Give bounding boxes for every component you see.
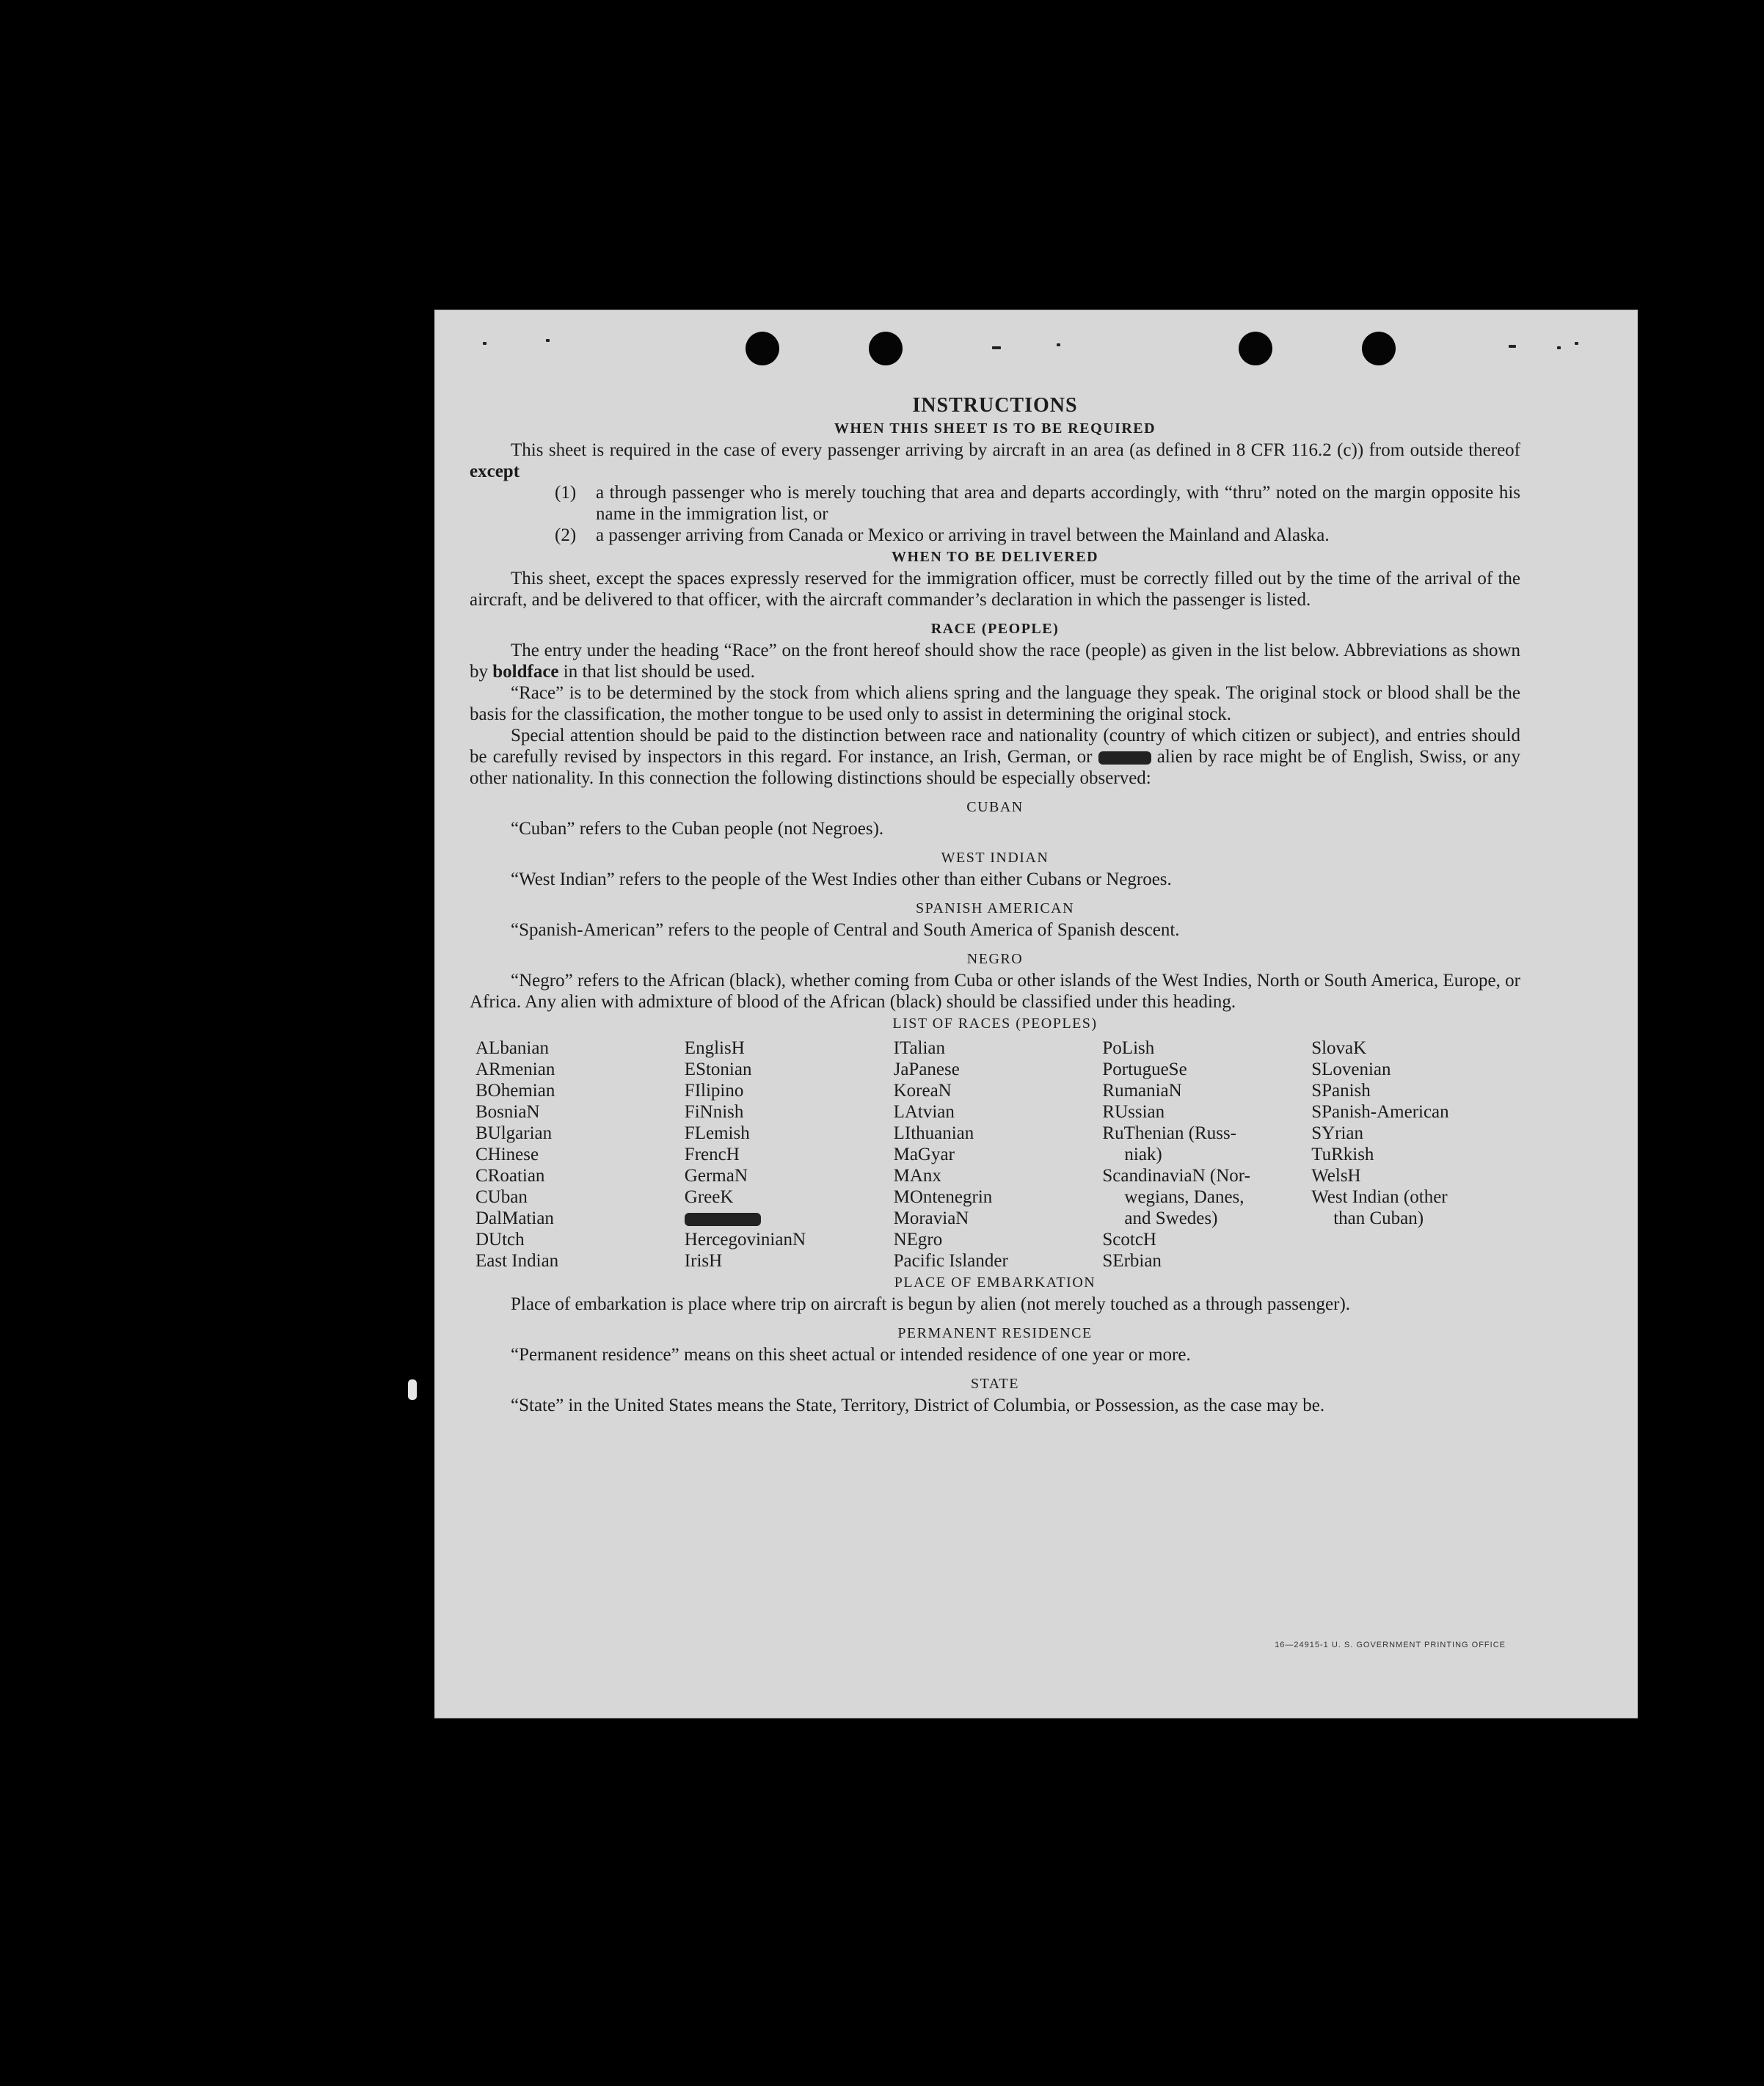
punch-hole [869, 332, 903, 365]
race-entry: SYrian [1311, 1123, 1364, 1143]
race-entry: MOntenegrin [893, 1187, 993, 1207]
paragraph-text: This sheet is required in the case of every passenger arriving by aircraft in an area (as defined in 8 CFR 116.2 (c)) from outside thereof [511, 440, 1520, 460]
race-entry: BOhemian [475, 1081, 555, 1101]
speck [1557, 346, 1561, 349]
section-heading-residence: PERMANENT RESIDENCE [897, 1325, 1093, 1341]
section-heading-embarkation: PLACE OF EMBARKATION [894, 1274, 1096, 1291]
race-entry: SErbian [1102, 1251, 1162, 1271]
races-column [685, 1037, 894, 1272]
race-entry: DUtch [475, 1230, 525, 1250]
section-heading-required: WHEN THIS SHEET IS TO BE REQUIRED [834, 420, 1156, 437]
speck [992, 346, 1001, 349]
race-entry: SPanish-American [1311, 1102, 1449, 1122]
races-column [475, 1037, 685, 1272]
race-entry: MaGyar [893, 1145, 955, 1164]
race-entry: BUlgarian [475, 1123, 553, 1143]
race-entry: NEgro [893, 1230, 943, 1250]
race-entry: FrencH [684, 1145, 740, 1164]
list-item [555, 525, 1520, 546]
race-entry: DalMatian [475, 1208, 554, 1228]
race-entry-continued: than Cuban) [1333, 1208, 1424, 1228]
race-entry: MoraviaN [893, 1208, 969, 1228]
race-entry: RUssian [1102, 1102, 1165, 1122]
section-heading-spanish-american: SPANISH AMERICAN [915, 900, 1075, 916]
list-text: a passenger arriving from Canada or Mexico or arriving in travel between the Mainland and Alaska. [596, 525, 1330, 545]
race-entry: CRoatian [475, 1166, 545, 1186]
race-entry: RumaniaN [1102, 1081, 1182, 1101]
races-list [475, 1037, 1520, 1272]
race-entry: CUban [475, 1187, 528, 1207]
race-entry: CHinese [475, 1145, 539, 1164]
punch-hole [746, 332, 779, 365]
paragraph-race-3 [470, 725, 1520, 789]
race-entry: EStonian [684, 1060, 752, 1079]
race-entry: FIlipino [684, 1081, 744, 1101]
list-item [555, 482, 1520, 525]
race-entry: ARmenian [475, 1060, 555, 1079]
printer-imprint: 16—24915-1 U. S. GOVERNMENT PRINTING OFFICE [1275, 1641, 1506, 1649]
race-entry: HercegovinianN [684, 1230, 806, 1250]
paragraph-race-2: “Race” is to be determined by the stock from which aliens spring and the language they speak. The original stock or blood shall be the basis for the classification, the mother tongue to be used only to assist in determining the original stock. [470, 683, 1520, 724]
section-heading-delivered: WHEN TO BE DELIVERED [891, 549, 1099, 565]
race-entry: BosniaN [475, 1102, 540, 1122]
paragraph-required [470, 440, 1520, 482]
speck [483, 342, 486, 345]
section-heading-west-indian: WEST INDIAN [941, 850, 1049, 866]
instructions-content [470, 395, 1520, 1416]
race-entry: LIthuanian [893, 1123, 974, 1143]
race-entry: LAtvian [893, 1102, 955, 1122]
race-entry: TuRkish [1311, 1145, 1374, 1164]
paragraph-text: alien by race might be of English, Swiss, or any other nationality. In this connection the following distinctions should be especially observed: [470, 747, 1521, 788]
redaction-mark [1098, 751, 1151, 765]
emphasis-boldface: boldface [492, 662, 559, 682]
race-entry: RuThenian (Russ- [1102, 1123, 1237, 1143]
race-entry: ScandinaviaN (Nor- [1102, 1166, 1250, 1186]
section-heading-state: STATE [971, 1376, 1019, 1392]
paragraph-text: Special attention should be paid to the distinction between race and nationality (country of which citizen or subject), and entries should be carefully revised by inspectors in this regard. For instance, an Irish, German, or [470, 726, 1520, 767]
speck [1575, 342, 1578, 345]
race-entry: EnglisH [684, 1038, 745, 1058]
races-column [1102, 1037, 1311, 1272]
race-entry-continued: wegians, Danes, [1124, 1187, 1244, 1207]
paragraph-residence: “Permanent residence” means on this sheet actual or intended residence of one year or more. [511, 1345, 1191, 1365]
race-entry: IrisH [684, 1251, 723, 1271]
race-entry: PoLish [1102, 1038, 1155, 1058]
paragraph-text: The entry under the heading “Race” on the front hereof should show the race (people) as given in the list below. Abbreviations as shown by [470, 641, 1520, 682]
speck [1509, 345, 1516, 348]
race-entry: East Indian [475, 1251, 559, 1271]
list-number: (1) [555, 483, 577, 503]
punch-hole [1362, 332, 1396, 365]
punch-hole [1239, 332, 1272, 365]
paragraph-state: “State” in the United States means the State, Territory, District of Columbia, or Possession, as the case may be. [511, 1396, 1325, 1415]
section-heading-races: LIST OF RACES (PEOPLES) [892, 1015, 1098, 1032]
race-entry: GreeK [684, 1187, 734, 1207]
scan-artifact [408, 1379, 417, 1400]
race-entry: ScotcH [1102, 1230, 1156, 1250]
list-number: (2) [555, 525, 577, 545]
races-column [1311, 1037, 1520, 1272]
redaction-mark [685, 1213, 761, 1226]
paragraph-delivered: This sheet, except the spaces expressly reserved for the immigration officer, must be correctly filled out by the time of the arrival of the aircraft, and be delivered to that officer, with the aircraft commander’s declaration in which the passenger is listed. [470, 569, 1520, 610]
speck [546, 339, 550, 342]
paragraph-spanish-american: “Spanish-American” refers to the people of Central and South America of Spanish descent. [511, 920, 1180, 940]
document-sheet [434, 310, 1638, 1718]
race-entry: JaPanese [893, 1060, 960, 1079]
page-title: INSTRUCTIONS [912, 394, 1078, 417]
race-entry: ITalian [893, 1038, 946, 1058]
race-entry-continued: and Swedes) [1124, 1208, 1218, 1228]
paragraph-race-1 [470, 640, 1520, 682]
race-entry: SLovenian [1311, 1060, 1391, 1079]
paragraph-negro: “Negro” refers to the African (black), whether coming from Cuba or other islands of the West Indies, North or South America, Europe, or Africa. Any alien with admixture of blood of the African (black) should be classified under this heading. [470, 971, 1520, 1012]
race-entry: FLemish [684, 1123, 750, 1143]
emphasis-except: except [470, 462, 520, 481]
section-heading-race: RACE (PEOPLE) [930, 621, 1060, 637]
paragraph-cuban: “Cuban” refers to the Cuban people (not Negroes). [511, 819, 884, 839]
paragraph-embarkation: Place of embarkation is place where trip on aircraft is begun by alien (not merely touched as a through passenger). [511, 1294, 1351, 1314]
race-entry: Pacific Islander [893, 1251, 1008, 1271]
race-entry: PortugueSe [1102, 1060, 1187, 1079]
race-entry-continued: niak) [1124, 1145, 1162, 1164]
race-entry: West Indian (other [1311, 1187, 1448, 1207]
paragraph-text: in that list should be used. [558, 662, 755, 682]
list-text: a through passenger who is merely touching that area and departs accordingly, with “thru” noted on the margin opposite his name in the immigration list, or [596, 483, 1520, 524]
race-entry: GermaN [684, 1166, 748, 1186]
paragraph-west-indian: “West Indian” refers to the people of the West Indies other than either Cubans or Negroes. [511, 869, 1172, 889]
speck [1057, 343, 1060, 346]
section-heading-cuban: CUBAN [966, 799, 1024, 815]
race-entry: MAnx [893, 1166, 941, 1186]
race-entry: ALbanian [475, 1038, 549, 1058]
exception-list [555, 482, 1520, 546]
races-column [894, 1037, 1103, 1272]
section-heading-negro: NEGRO [966, 951, 1024, 967]
race-entry: SlovaK [1311, 1038, 1367, 1058]
race-entry-redacted [685, 1208, 894, 1229]
race-entry: WelsH [1311, 1166, 1361, 1186]
race-entry: SPanish [1311, 1081, 1371, 1101]
race-entry: FiNnish [684, 1102, 744, 1122]
race-entry: KoreaN [893, 1081, 952, 1101]
